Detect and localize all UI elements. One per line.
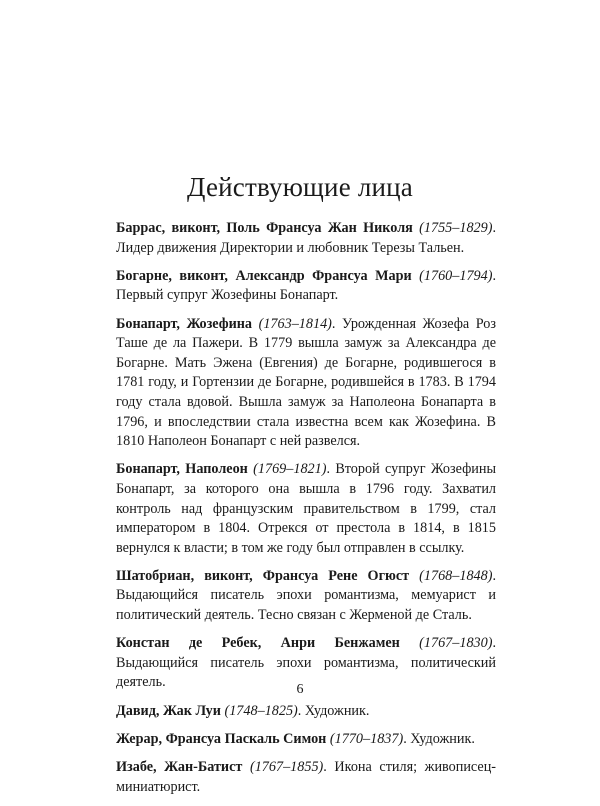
character-description: . Лидер движения Директории и любовник Терезы Тальен.	[116, 220, 496, 256]
character-dates: (1767–1855)	[249, 759, 324, 775]
page-number: 6	[296, 682, 304, 697]
character-name: Давид, Жак Луи	[116, 702, 221, 719]
character-description: . Художник.	[403, 730, 475, 747]
character-dates: (1769–1821)	[253, 461, 327, 478]
character-description: . Выдающийся писатель эпохи романтизма, политический деятель.	[116, 635, 496, 691]
character-entry	[116, 730, 496, 750]
character-dates: (1760–1794)	[419, 267, 493, 284]
character-list	[116, 219, 496, 806]
page-title: Действующие лица	[187, 172, 413, 202]
character-name: Бонапарт, Наполеон	[116, 461, 248, 478]
character-name: Изабе, Жан-Батист	[116, 759, 243, 775]
character-dates: (1748–1825)	[224, 702, 298, 719]
character-description: . Икона стиля; живописец-миниатюрист.	[116, 759, 497, 795]
character-name: Шатобриан, виконт, Франсуа Рене Огюст	[116, 567, 410, 584]
character-description: . Урожденная Жозефа Роз Таше де ла Пажери. В 1779 вышла замуж за Александра де Богарне. Мать Эжена (Евгения) де Богарне, родившегося в 1781 году, и Гортензии де Богарне, родившейся в 1783. В 1794 году стала вдовой. Вышла замуж за Наполеона Бонапарта в 1796, и впоследствии стала известна всем как Жозефина. В 1810 Наполеон Бонапарт с ней развелся.	[116, 315, 496, 450]
character-entry	[116, 267, 496, 306]
character-name: Баррас, виконт, Поль Франсуа Жан Николя	[116, 220, 413, 236]
character-dates: (1768–1848)	[419, 567, 493, 584]
character-dates: (1767–1830)	[419, 635, 493, 652]
character-entry	[116, 567, 496, 626]
character-entry	[116, 315, 496, 452]
character-dates: (1755–1829)	[419, 220, 493, 236]
character-name: Богарне, виконт, Александр Франсуа Мари	[116, 267, 412, 284]
character-dates: (1763–1814)	[258, 315, 332, 332]
character-description: . Второй супруг Жозефины Бонапарт, за которого она вышла в 1796 году. Захватил контроль над французским правительством в 1799, стал императором в 1804. Отрекся от престола в 1814, в 1815 вернулся к власти; в том же году был отправлен в ссылку.	[116, 461, 496, 556]
character-name: Констан де Ребек, Анри Бенжамен	[116, 635, 400, 652]
character-description: . Выдающийся писатель эпохи романтизма, мемуарист и политический деятель. Тесно связан с Жерменой де Сталь.	[116, 567, 497, 624]
character-entry	[116, 758, 496, 797]
character-entry	[116, 219, 496, 258]
character-name: Бонапарт, Жозефина	[116, 315, 253, 332]
character-description: . Первый супруг Жозефины Бонапарт.	[116, 267, 497, 304]
character-description: . Художник.	[297, 702, 370, 719]
character-entry	[116, 460, 496, 558]
character-dates: (1770–1837)	[329, 730, 404, 747]
character-entry	[116, 702, 496, 722]
character-name: Жерар, Франсуа Паскаль Симон	[116, 730, 327, 747]
